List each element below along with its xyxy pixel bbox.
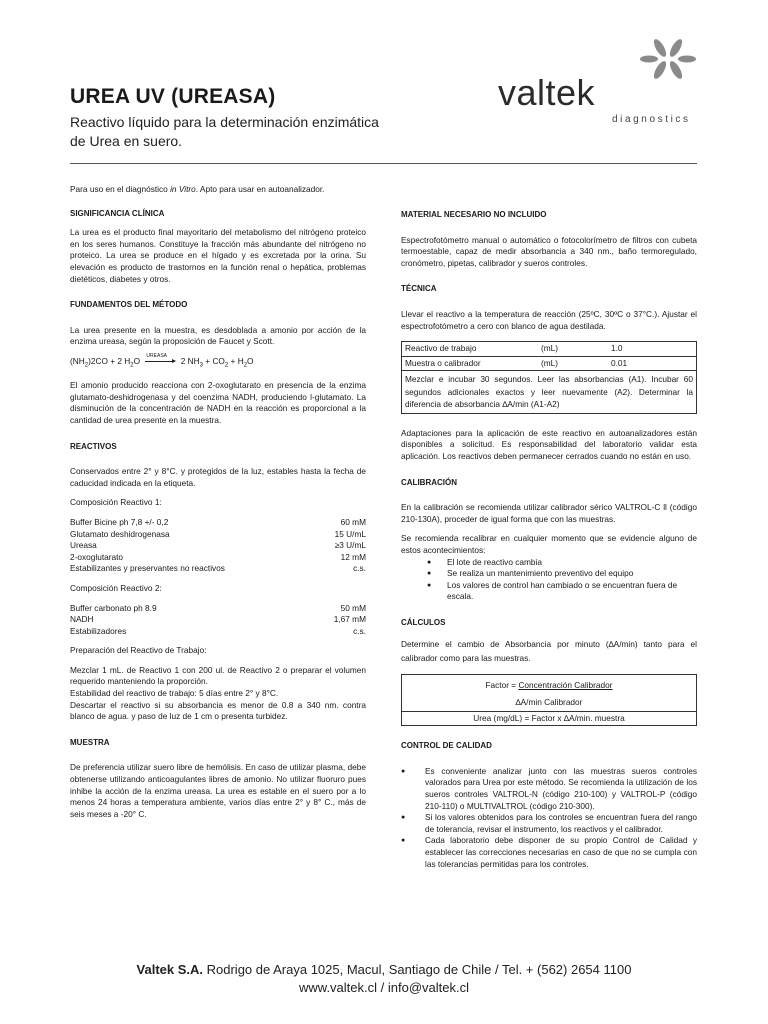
significancia-text: La urea es el producto final mayoritario del metabolismo del nitrógeno proteico en los seres humanos. Constituye la fracción más abundante del nitrógeno no proteico. La urea se produce en el hígado y es excretada por la orina. Su elevación es producto de trastornos en la función renal o hepática, problemas dietéticos, diabetes y otros. (70, 227, 366, 284)
logo-cross-icon (640, 36, 696, 84)
comp-row: Ureasa ≥3 U/mL (70, 540, 366, 551)
prep-stability: Estabilidad del reactivo de trabajo: 5 días entre 2° y 8°C. (70, 688, 279, 699)
comp-row: 2-oxoglutarato 12 mM (70, 551, 366, 562)
comp-row: Glutamato deshidrogenasa 15 U/mL (70, 528, 366, 539)
muestra-text: De preferencia utilizar suero libre de hemólisis. En caso de utilizar plasma, debe obtenerse utilizando anticoagulantes libres de amonio. No utilizar fluoruro pues inhibe la acción de la enzima ureasa. La urea es estable en el suero por a lo menos 24 horas a temperatura ambiente, varios días entre 2° y 8° C., más de seis meses a -20° C. (70, 762, 366, 819)
page-title: UREA UV (UREASA) (70, 85, 276, 108)
tecnica-note: Mezclar e incubar 30 segundos. Leer las absorbancias (A1). Incubar 60 segundos adicionales exactos y leer nuevamente (A2). Determinar la diferencia de absorbancia ∆A/min (A1-A2) (405, 374, 693, 410)
prep-discard: Descartar el reactivo si su absorbancia es menor de 0.8 a 340 nm. contra blanco de agua. y paso de luz de 1 cm o presenta turbidez. (70, 699, 366, 722)
right-column (401, 209, 697, 870)
table-row: Muestra o calibrador (mL) 0.01 (402, 357, 696, 372)
adaptaciones-text: Adaptaciones para la aplicación de este reactivo en autoanalizadores están disponibles a solicitud. Es responsabilidad del laboratorio validar esta aplicación. Los reactivos deben permanecer cerrados cuando no están en uso. (401, 427, 697, 462)
calibracion-list (401, 557, 697, 603)
list-item: ● Si los valores obtenidos para los controles se encuentran fuera del rango de tolerancia, revisar el instrumento, los reactivos y el calibrador. (401, 812, 697, 835)
heading-calculos: CÁLCULOS (401, 617, 446, 627)
reactivos-text: Conservados entre 2° y 8°C. y protegidos de la luz, estables hasta la fecha de caducidad indicada en la etiqueta. (70, 466, 366, 488)
reaction-arrow-icon: UREASA (142, 356, 178, 368)
heading-reactivos: REACTIVOS (70, 441, 117, 451)
list-item: ● Cada laboratorio debe disponer de su propio Control de Calidad y establecer las correcciones necesarias en caso de que no se cumpla con las tolerancias permitidas para los controles. (401, 835, 697, 870)
heading-material: MATERIAL NECESARIO NO INCLUIDO (401, 210, 547, 219)
header-divider (70, 163, 697, 164)
comp2-list (70, 603, 366, 638)
intro-text: Para uso en el diagnóstico in Vitro. Apto para usar en autoanalizador. (70, 184, 325, 194)
comp1-title: Composición Reactivo 1: (70, 497, 162, 508)
factor-formula-box (401, 674, 697, 727)
comp-row: Buffer carbonato ph 8.9 50 mM (70, 602, 366, 613)
tecnica-table (401, 341, 697, 414)
left-column (70, 184, 366, 820)
comp-row: Estabilizadores c.s. (70, 625, 366, 636)
footer-web: www.valtek.cl / info@valtek.cl (299, 980, 469, 995)
comp2-title: Composición Reactivo 2: (70, 582, 162, 593)
calibracion-text2: Se recomienda recalibrar en cualquier momento que se evidencie alguno de estos acontecimientos: (401, 533, 697, 555)
prep-text: Mezclar 1 mL. de Reactivo 1 con 200 ul. de Reactivo 2 o preparar el volumen requerido manteniendo la proporción. (70, 664, 366, 687)
heading-significancia: SIGNIFICANCIA CLÍNICA (70, 208, 165, 218)
list-item: ● El lote de reactivo cambia (401, 557, 697, 569)
prep-title: Preparación del Reactivo de Trabajo: (70, 645, 207, 656)
fundamentos-text2: El amonio producido reacciona con 2-oxoglutarato en presencia de la enzima glutamato-deshidrogenasa y del coenzima NADH, produciendo l-glutamato. La disminución de la concentración de NADH en la reacción es proporcional a la cantidad de urea presente en la muestra. (70, 380, 366, 425)
comp-row: Buffer Bicine ph 7,8 +/- 0,2 60 mM (70, 516, 366, 527)
footer-address: Valtek S.A. Rodrigo de Araya 1025, Macul, Santiago de Chile / Tel. + (562) 2654 1100 (136, 962, 632, 977)
comp-row: Estabilizantes y preservantes no reactivos c.s. (70, 563, 366, 574)
control-list (401, 766, 697, 870)
calculos-text: Determine el cambio de Absorbancia por minuto (∆A/min) tanto para el calibrador como para las muestras. (401, 638, 697, 663)
urea-reaction-equation: $(NH_2)2CO + 2$ $H_2O$ UREASA 2 $NH_3 + CO_2 + H_2O$ (70, 352, 254, 369)
heading-control: CONTROL DE CALIDAD (401, 741, 492, 751)
fundamentos-text1: La urea presente en la muestra, es desdoblada a amonio por acción de la enzima ureasa, según la proposición de Faucet y Scott. (70, 324, 366, 347)
material-text: Espectrofotómetro manual o automático o fotocolorímetro de filtros con cubeta termoestable, capaz de medir absorbancia a 340 nm., baño termoregulado, cronómetro, pipetas, calibrador y sueros controles. (401, 234, 697, 268)
page-subtitle: Reactivo líquido para la determinación enzimática de Urea en suero. (70, 114, 379, 149)
comp-row: NADH 1,67 mM (70, 614, 366, 625)
calibracion-text1: En la calibración se recomienda utilizar calibrador sérico VALTROL-C ll (código 210-130A), proceder de igual forma que con las muestras. (401, 502, 697, 524)
comp1-list (70, 517, 366, 575)
valtek-logo (496, 36, 696, 131)
logo-tagline: diagnostics (612, 114, 691, 125)
list-item: ● Es conveniente analizar junto con las muestras sueros controles valorados para Urea por este método. Se recomienda la utilización de los sueros controles VALTROL-N (código 210-100) y VALTROL-P (código 210-110) o MULTIVALTROL (código 210-300). (401, 766, 697, 812)
heading-muestra: MUESTRA (70, 737, 110, 747)
list-item: ● Se realiza un mantenimiento preventivo del equipo (401, 568, 697, 580)
heading-calibracion: CALIBRACIÓN (401, 477, 457, 487)
tecnica-text: Llevar el reactivo a la temperatura de reacción (25ºC, 30ºC o 37°C.). Ajustar el espectrofotómetro a cero con blanco de agua destilada. (401, 308, 697, 331)
factor-formula: Factor = Concentración Calibrador ∆A/min Calibrador (485, 679, 613, 707)
list-item: ● Los valores de control han cambiado o se encuentran fuera de escala. (401, 580, 697, 603)
heading-fundamentos: FUNDAMENTOS DEL MÉTODO (70, 300, 188, 310)
table-row: Reactivo de trabajo (mL) 1.0 (402, 342, 696, 357)
urea-formula: Urea (mg/dL) = Factor x ∆A/min. muestra (402, 711, 696, 726)
logo-wordmark: valtek (498, 72, 596, 113)
heading-tecnica: TÉCNICA (401, 284, 437, 294)
